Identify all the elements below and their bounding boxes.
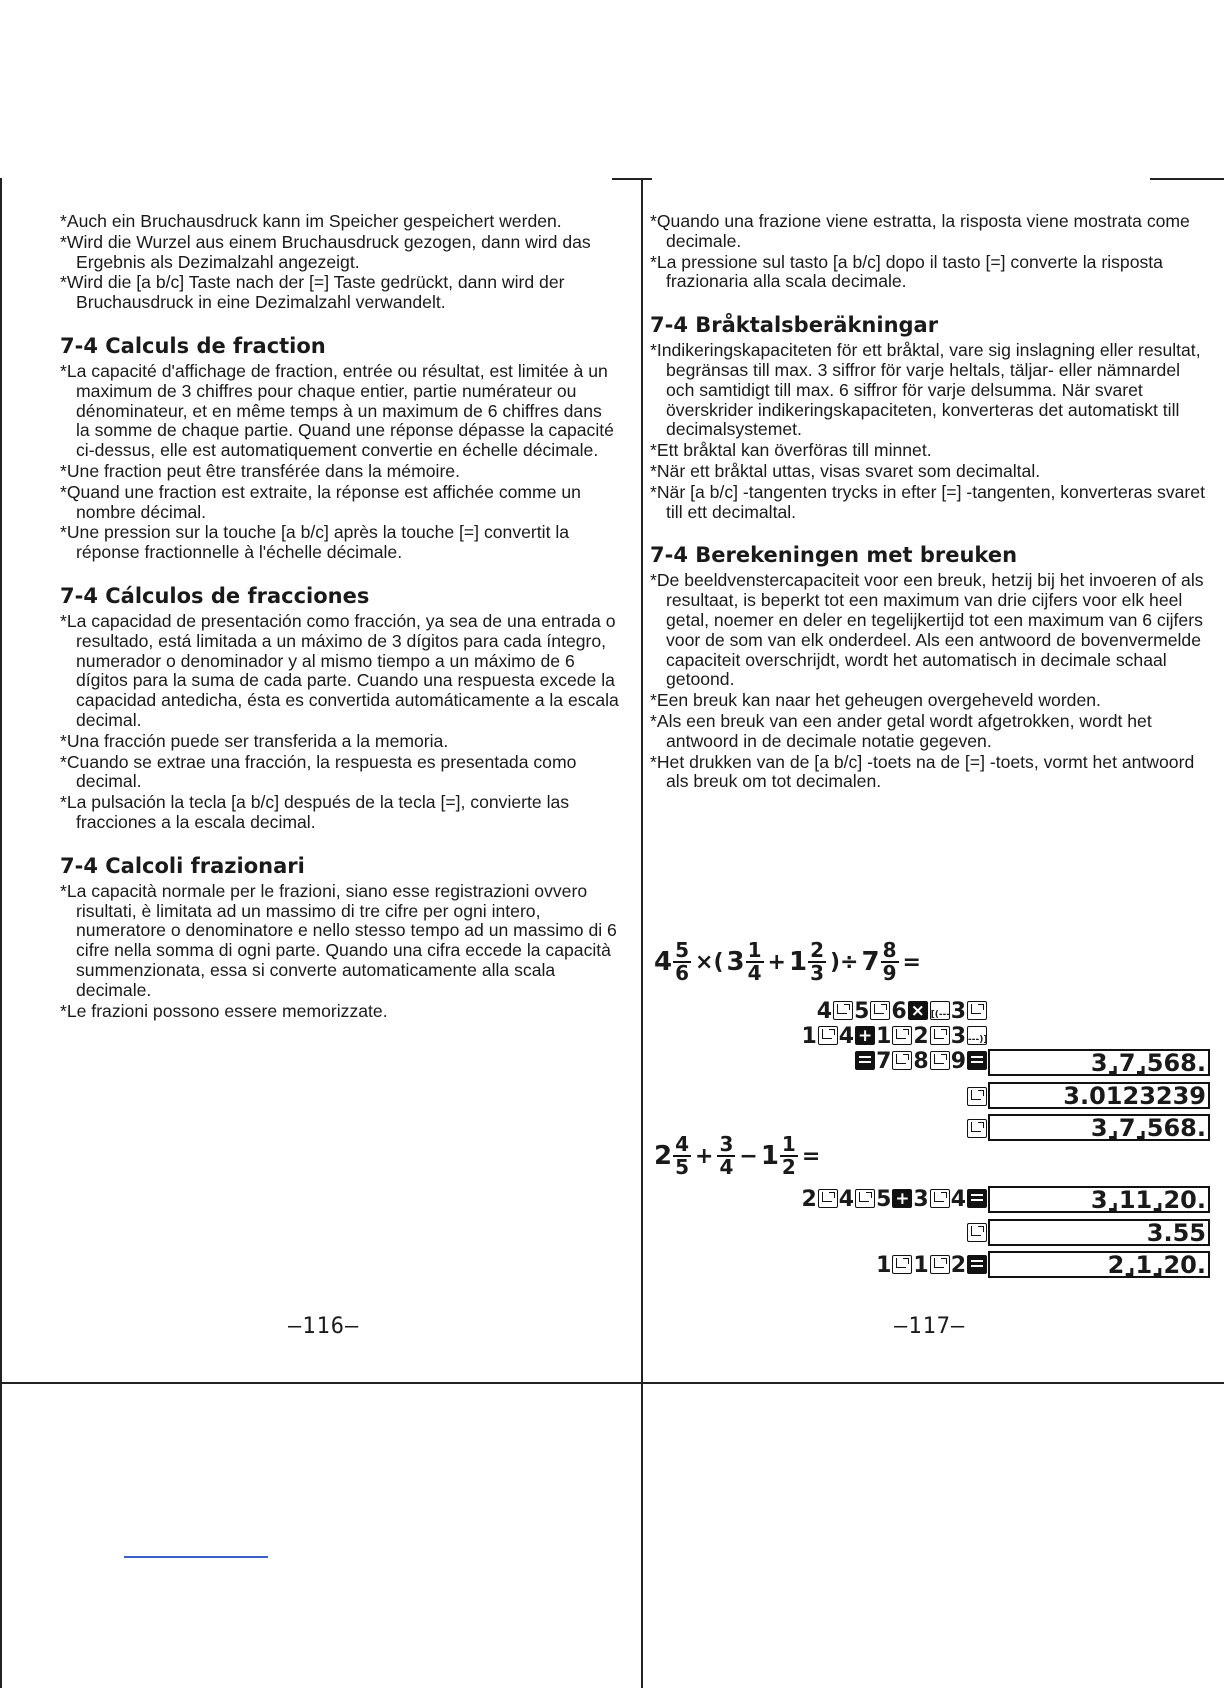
fraction-key-icon	[892, 1026, 912, 1045]
fraction-key-icon	[930, 1189, 950, 1208]
swedish-notes	[650, 341, 1212, 522]
fraction-key-icon	[967, 1223, 987, 1242]
fraction-key-icon	[930, 1255, 950, 1274]
key-digit: 3	[913, 1187, 929, 1212]
key-digit: 1	[801, 1024, 817, 1049]
de-bullet-1: *Auch ein Bruchausdruck kann im Speicher gespeichert werden.	[60, 211, 562, 231]
ex1-den-1: 6	[675, 961, 690, 985]
ex1-whole-4: 7	[861, 947, 880, 977]
ex1-den-2: 4	[747, 961, 762, 985]
key-digit: 4	[838, 1024, 855, 1049]
ex2-display-2: 3.55	[988, 1219, 1210, 1246]
italian-notes	[60, 882, 620, 1022]
ex2-keys-line1	[801, 1188, 988, 1212]
italian-section-title: 7-4 Calcoli frazionari	[60, 853, 305, 878]
example1-formula	[654, 940, 924, 984]
nl-bullet-2: *Een breuk kan naar het geheugen overgeheveld worden.	[650, 690, 1101, 711]
close-paren-key-icon	[967, 1026, 987, 1045]
fr-bullet-4: *Une pression sur la touche [a b/c] après la touche [=] convertit la réponse fractionnelle à l'échelle décimale.	[60, 522, 570, 563]
right-page	[650, 212, 1212, 792]
minus-key-icon	[967, 1189, 987, 1208]
blue-mark	[124, 1556, 268, 1558]
sv-bullet-3: *När ett bråktal uttas, visas svaret som decimaltal.	[650, 460, 1041, 481]
equals-key-icon	[967, 1051, 987, 1070]
ex1-den-3: 3	[810, 961, 824, 985]
es-bullet-1: *La capacidad de presentación como fracción, ya sea de una entrada o resultado, está limitada a un máximo de 3 dígitos para cada íntegro, numerador o denominador y al mismo tiempo a un máximo de 6 dígitos para la suma de cada parte. Cuando una respuesta excede la capacidad antedicha, ésta es convertida automáticamente a la escala decimal.	[60, 610, 619, 730]
french-notes	[60, 362, 620, 563]
left-page	[60, 212, 620, 1021]
ex1-keys-line2	[801, 1025, 988, 1049]
ex1-fraction-2	[746, 940, 764, 984]
ex2-fraction-3	[780, 1134, 798, 1178]
fraction-key-icon	[870, 1001, 890, 1020]
key-digit: 5	[854, 999, 870, 1024]
ex2-fraction-2	[717, 1134, 735, 1178]
spanish-notes	[60, 612, 620, 833]
key-digit: 3	[950, 999, 966, 1024]
times-sign: ×(	[695, 949, 724, 975]
ex2-den-2: 4	[719, 1155, 734, 1179]
ex1-fraction-3	[808, 940, 826, 984]
ex1-keys-line5	[966, 1118, 988, 1142]
key-digit: 2	[913, 1024, 929, 1049]
ex2-display-1: 3⌟11⌟20.	[988, 1186, 1210, 1213]
ex1-fraction-1	[673, 940, 691, 984]
sv-bullet-1: *Indikeringskapaciteten för ett bråktal, vare sig inslagning eller resultat, begränsas till max. 3 siffror för varje heltals, täljar- eller nämnardel och samtidigt till max. 6 siffror för varje delsumma. När svaret överskrider indikeringskapaciteten, konverteras det automatiskt till decimalsystemet.	[650, 340, 1201, 440]
fraction-key-icon	[892, 1255, 912, 1274]
ex1-num-4: 8	[882, 938, 897, 962]
fraction-key-icon	[818, 1189, 838, 1208]
ex1-keys-line3	[854, 1050, 988, 1074]
ex1-fraction-4	[881, 940, 899, 984]
ex1-num-1: 5	[675, 938, 690, 962]
de-bullet-2: *Wird die Wurzel aus einem Bruchausdruck gezogen, dann wird das Ergebnis als Dezimalzahl angezeigt.	[60, 231, 591, 272]
key-digit: 5	[876, 1187, 892, 1212]
french-section-title: 7-4 Calculs de fraction	[60, 333, 326, 358]
top-right-rule	[1150, 178, 1224, 180]
example2-formula	[654, 1134, 823, 1178]
key-digit: 1	[876, 1024, 892, 1049]
key-digit: 7	[876, 1049, 892, 1074]
ex1-whole-3: 1	[788, 947, 808, 977]
es-bullet-4: *La pulsación la tecla [a b/c] después de la tecla [=], convierte las fracciones a la escala decimal.	[60, 792, 570, 832]
nl-bullet-3: *Als een breuk van een ander getal wordt afgetrokken, wordt het antwoord in de decimale notatie gegeven.	[650, 710, 1152, 751]
key-digit: 6	[891, 999, 907, 1024]
german-notes	[60, 212, 620, 313]
key-digit: 2	[801, 1187, 817, 1212]
nl-bullet-4: *Het drukken van de [a b/c] -toets na de [=] -toets, vormt het antwoord als breuk om tot decimalen.	[650, 751, 1195, 792]
ex2-display-3: 2⌟1⌟20.	[988, 1251, 1210, 1278]
equals-sign: =	[902, 949, 921, 975]
ex2-num-1: 4	[675, 1132, 690, 1156]
italian-notes-continued	[650, 212, 1212, 292]
top-left-rule	[0, 178, 2, 1688]
it-bullet-1: *La capacità normale per le frazioni, siano esse registrazioni ovvero risultati, è limitata ad un massimo di tre cifre per ogni intero, numeratore o denominatore e nello stesso tempo ad un massimo di 6 cifre nella somma di ogni parte. Quando una cifra eccede la capacità summenzionata, essa si converte automaticamente alla scala decimale.	[60, 880, 617, 1000]
ex1-keys-line1	[817, 1000, 988, 1024]
key-digit: 2	[950, 1253, 966, 1278]
ex1-num-2: 1	[747, 938, 762, 962]
page-number-left: —116—	[288, 1314, 360, 1339]
ex1-whole-1: 4	[654, 947, 673, 977]
key-digit: 4	[816, 999, 833, 1024]
equals-sign: =	[801, 1143, 821, 1169]
es-bullet-2: *Una fracción puede ser transferida a la memoria.	[60, 730, 449, 751]
it-bullet-2: *Le frazioni possono essere memorizzate.	[60, 1000, 388, 1021]
bottom-rule	[0, 1382, 1224, 1384]
ex2-den-1: 5	[675, 1155, 690, 1179]
ex1-keys-line4	[966, 1086, 988, 1110]
plus-key-icon	[892, 1189, 912, 1208]
fraction-key-icon	[967, 1119, 987, 1138]
minus-sign: −	[739, 1143, 758, 1169]
sv-bullet-4: *När [a b/c] -tangenten trycks in efter [=] -tangenten, konverteras svaret till ett decimaltal.	[650, 481, 1205, 522]
dutch-notes	[650, 571, 1212, 792]
fraction-key-icon	[967, 1001, 987, 1020]
ex2-whole-3: 1	[760, 1141, 779, 1171]
sv-bullet-2: *Ett bråktal kan överföras till minnet.	[650, 440, 932, 461]
fraction-key-icon	[930, 1026, 950, 1045]
ex1-whole-2: 3	[726, 947, 745, 977]
ex2-num-2: 3	[719, 1132, 734, 1156]
swedish-section-title: 7-4 Bråktalsberäkningar	[650, 313, 939, 338]
ex1-den-4: 9	[882, 961, 897, 985]
ex1-display-1: 3⌟7⌟568.	[988, 1049, 1210, 1076]
fraction-key-icon	[833, 1001, 853, 1020]
open-paren-key-icon	[930, 1001, 950, 1020]
fraction-key-icon	[930, 1051, 950, 1070]
de-bullet-3: *Wird die [a b/c] Taste nach der [=] Taste gedrückt, dann wird der Bruchausdruck in eine Dezimalzahl verwandelt.	[60, 272, 565, 313]
key-digit: 8	[913, 1049, 929, 1074]
ex2-num-3: 1	[781, 1132, 796, 1156]
key-digit: 4	[838, 1187, 855, 1212]
fr-bullet-2: *Une fraction peut être transférée dans la mémoire.	[60, 460, 460, 481]
ex2-whole-1: 2	[654, 1141, 673, 1171]
equals-key-icon	[967, 1255, 987, 1274]
fraction-key-icon	[967, 1087, 987, 1106]
fraction-key-icon	[892, 1051, 912, 1070]
plus-sign: +	[767, 949, 786, 975]
key-digit: 9	[950, 1049, 966, 1074]
divide-key-icon	[855, 1051, 875, 1070]
spanish-section-title: 7-4 Cálculos de fracciones	[60, 583, 370, 608]
ex1-display-2: 3.0123239	[988, 1082, 1210, 1109]
plus-key-icon	[855, 1026, 875, 1045]
it-bullet-3: *Quando una frazione viene estratta, la risposta viene mostrata come decimale.	[650, 211, 1190, 251]
ex1-num-3: 2	[810, 938, 824, 962]
divide-sign: )÷	[829, 949, 859, 975]
fr-bullet-1: *La capacité d'affichage de fraction, entrée ou résultat, est limitée à un maximum de 3 chiffres pour chaque entier, partie numérateur ou dénominateur, et en même temps à un maximum de 6 chiffres dans la somme de chaque partie. Quand une réponse dépasse la capacité ci-dessus, elle est automatiquement convertie en échelle décimale.	[60, 360, 614, 461]
nl-bullet-1: *De beeldvenstercapaciteit voor een breuk, hetzij bij het invoeren of als resultaat, is beperkt tot een maximum van drie cijfers voor elk heel getal, noemer en deler en tegelijkertijd tot een maximum van 6 cijfers voor de som van elk onderdeel. Als een antwoord de bovenvermelde capaciteit overschrijdt, wordt het automatisch in decimale schaal getoond.	[650, 570, 1204, 690]
fr-bullet-3: *Quand une fraction est extraite, la réponse est affichée comme un nombre décimal.	[60, 481, 581, 522]
multiply-key-icon	[908, 1001, 928, 1020]
ex1-display-3: 3⌟7⌟568.	[988, 1114, 1210, 1141]
it-bullet-4: *La pressione sul tasto [a b/c] dopo il tasto [=] converte la risposta frazionaria alla scala decimale.	[650, 251, 1163, 292]
plus-sign: +	[695, 1143, 714, 1169]
ex2-keys-line3	[876, 1254, 988, 1278]
ex2-fraction-1	[673, 1134, 691, 1178]
center-top-tick	[612, 178, 652, 180]
center-fold-line	[641, 178, 643, 1688]
es-bullet-3: *Cuando se extrae una fracción, la respuesta es presentada como decimal.	[60, 751, 577, 792]
dutch-section-title: 7-4 Berekeningen met breuken	[650, 543, 1018, 568]
fraction-key-icon	[818, 1026, 838, 1045]
key-digit: 4	[950, 1187, 966, 1212]
page-number-right: —117—	[894, 1314, 966, 1339]
fraction-key-icon	[855, 1189, 875, 1208]
ex2-keys-line2	[966, 1222, 988, 1246]
key-digit: 3	[950, 1024, 966, 1049]
ex2-den-3: 2	[781, 1155, 796, 1179]
key-digit: 1	[913, 1253, 929, 1278]
key-digit: 1	[876, 1253, 892, 1278]
